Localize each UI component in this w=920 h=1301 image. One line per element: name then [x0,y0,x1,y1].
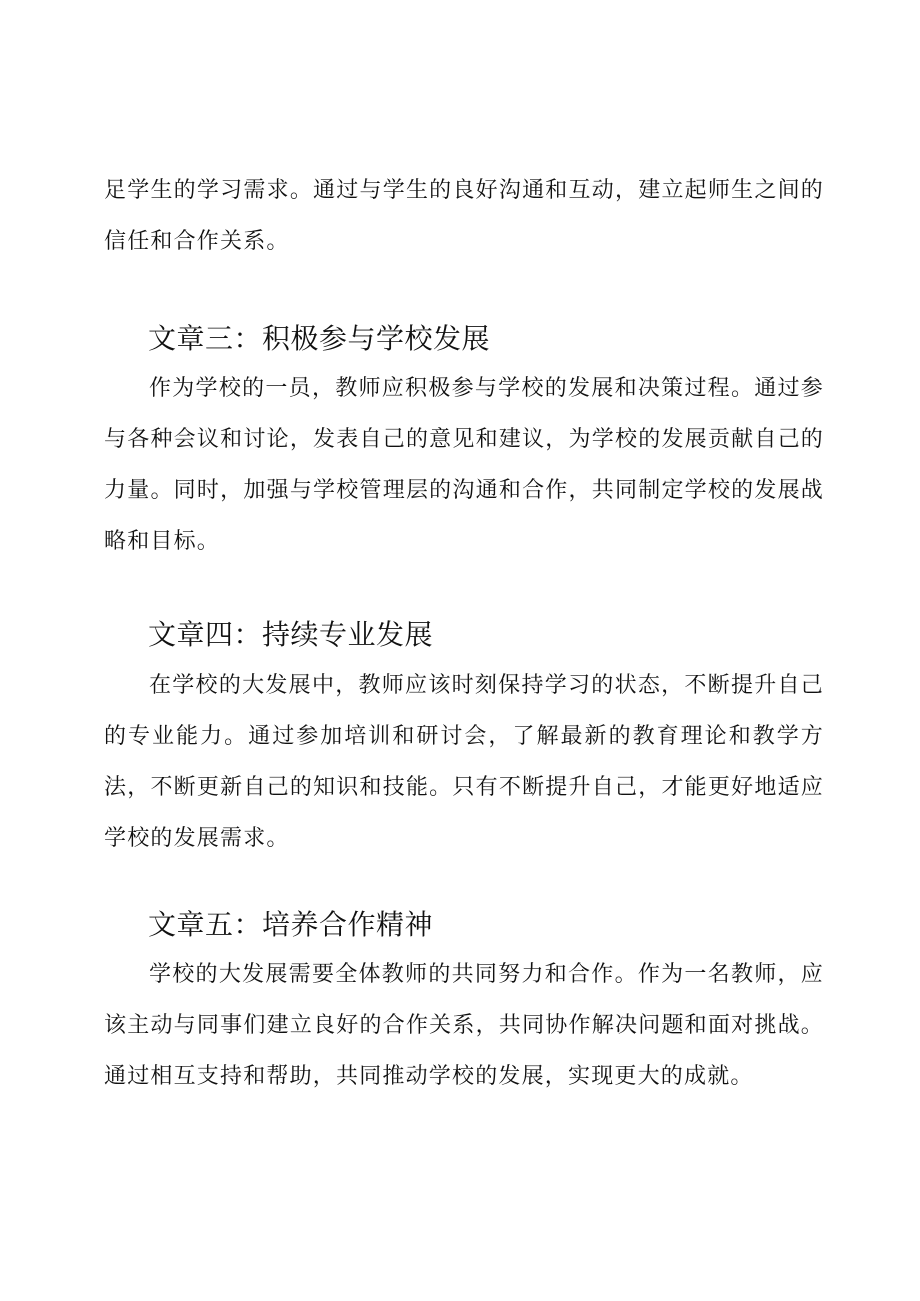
section-heading-5: 文章五：培养合作精神 [148,908,434,941]
section-body-3: 作为学校的一员，教师应积极参与学校的发展和决策过程。通过参与各种会议和讨论，发表自己的意见和建议，为学校的发展贡献自己的力量。同时，加强与学校管理层的沟通和合作，共同制定学校的发展战略和目标。 [104,376,824,554]
section-heading-3: 文章三：积极参与学校发展 [148,322,491,355]
section-heading-4: 文章四：持续专业发展 [148,618,434,651]
section-body-5: 学校的大发展需要全体教师的共同努力和合作。作为一名教师，应该主动与同事们建立良好的合作关系，共同协作解决问题和面对挑战。通过相互支持和帮助，共同推动学校的发展，实现更大的成就。 [104,962,824,1089]
section-body-4: 在学校的大发展中，教师应该时刻保持学习的状态，不断提升自己的专业能力。通过参加培训和研讨会，了解最新的教育理论和教学方法，不断更新自己的知识和技能。只有不断提升自己，才能更好地适应学校的发展需求。 [104,673,824,851]
intro-paragraph: 足学生的学习需求。通过与学生的良好沟通和互动，建立起师生之间的信任和合作关系。 [104,178,824,254]
